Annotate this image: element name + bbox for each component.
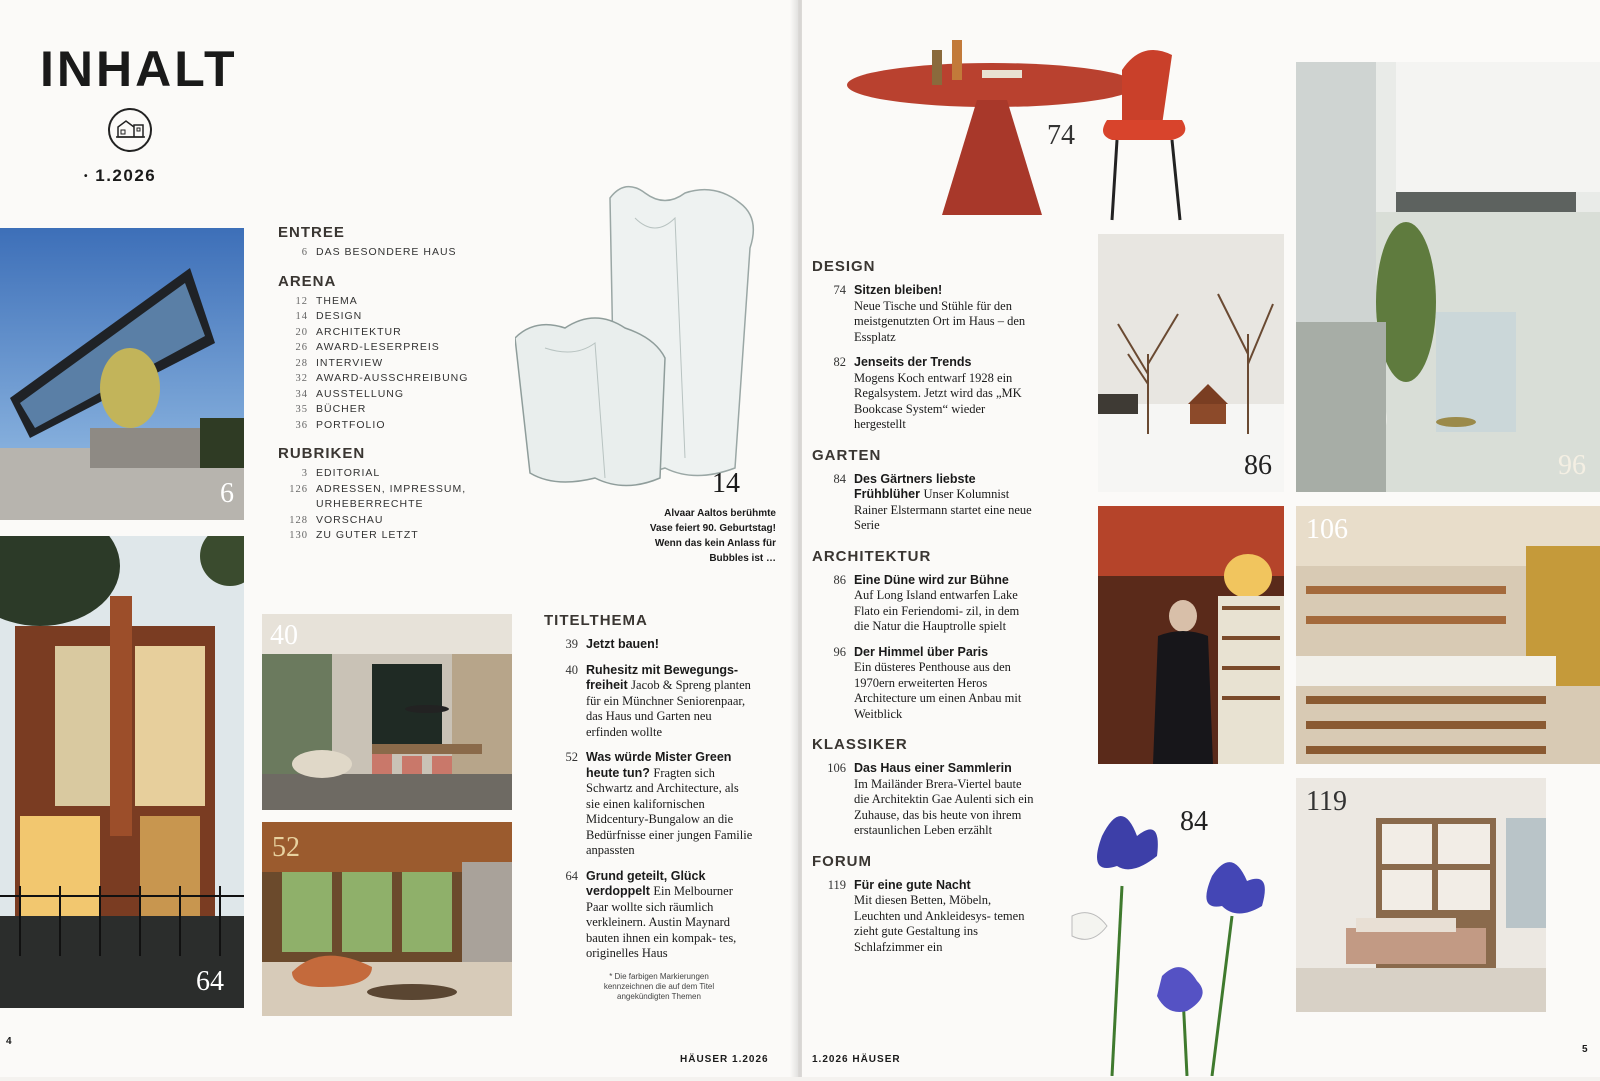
photo-mister-green[interactable] bbox=[262, 822, 512, 1016]
toc-heading-garten: GARTEN bbox=[812, 446, 882, 464]
toc-heading-klassiker: KLASSIKER bbox=[812, 736, 908, 753]
photo-number-52: 52 bbox=[272, 832, 300, 863]
photo-paris-penthouse[interactable] bbox=[1296, 62, 1600, 492]
issue-number: • 1.2026 bbox=[84, 166, 157, 185]
photo-table-chair[interactable] bbox=[842, 40, 1242, 225]
article-entry[interactable]: 74 Sitzen bleiben! Neue Tische und Stühle für den meistgenutzten Ort im Haus – den Essplatz bbox=[833, 283, 1026, 344]
titelthema-section bbox=[544, 612, 754, 1002]
toc-heading-entree: ENTREE bbox=[278, 224, 345, 241]
toc-heading-design: DESIGN bbox=[812, 258, 876, 275]
left-page bbox=[0, 0, 798, 1077]
toc-item[interactable]: 26 AWARD-LESERPREIS bbox=[295, 341, 440, 353]
article-entry[interactable]: 84 Des Gärtners liebste Frühblüher Unser Kolumnist Rainer Elstermann startet eine neue Serie bbox=[833, 471, 1032, 532]
article-entry[interactable]: 86 Eine Düne wird zur Bühne Auf Long Island entwarfen Lake Flato ein Feriendomi- zil, in dem die Natur die Hauptrolle spielt bbox=[833, 572, 1020, 633]
article-entry[interactable]: 82 Jenseits der Trends Mogens Koch entwarf 1928 ein Regalsystem. Jetzt wird das „MK Bookcase System“ wieder hergestellt bbox=[833, 355, 1022, 431]
photo-melbourne-house[interactable] bbox=[0, 536, 244, 1008]
page-title: INHALT bbox=[40, 41, 238, 97]
photo-number-64: 64 bbox=[196, 966, 224, 997]
toc-item: URHEBERRECHTE bbox=[316, 498, 424, 510]
aalto-vase-image[interactable] bbox=[515, 178, 775, 498]
toc-item[interactable]: 6 DAS BESONDERE HAUS bbox=[301, 246, 457, 258]
article-entry[interactable]: 64 Grund geteilt, Glück verdoppelt Ein Melbourner Paar wollte sich räumlich verkleinern. Austin Maynard bauten ihnen ein kompak- tes, originelles Haus bbox=[565, 868, 737, 960]
photo-number-6: 6 bbox=[220, 478, 234, 509]
vase-page-number: 14 bbox=[712, 468, 740, 499]
photo-irises[interactable] bbox=[1062, 796, 1302, 1076]
toc-item[interactable]: 3 EDITORIAL bbox=[301, 467, 381, 479]
toc-right bbox=[812, 258, 1037, 965]
toc-item[interactable]: 32 AWARD-AUSSCHREIBUNG bbox=[295, 372, 469, 384]
page-number-left: 4 bbox=[6, 1036, 13, 1047]
photo-number-84: 84 bbox=[1180, 806, 1208, 837]
photo-bedroom[interactable] bbox=[1296, 778, 1546, 1012]
page-number-right: 5 bbox=[1582, 1044, 1589, 1055]
toc-item[interactable]: 36 PORTFOLIO bbox=[295, 418, 386, 431]
toc-left bbox=[278, 224, 478, 544]
article-entry[interactable]: 106 Das Haus einer Sammlerin Im Mailänder Brera-Viertel baute die Architektin Gae Aulenti sich ein Zuhause, das bis heute von ihrem erstaunlichen Leben erzählt bbox=[827, 761, 1034, 837]
photo-number-119: 119 bbox=[1306, 786, 1347, 817]
toc-heading-arena: ARENA bbox=[278, 272, 337, 290]
photo-ruhesitz[interactable] bbox=[262, 614, 512, 810]
toc-item[interactable]: 12 THEMA bbox=[295, 294, 358, 307]
photo-das-besondere-haus[interactable] bbox=[0, 228, 244, 520]
toc-heading-rubriken: RUBRIKEN bbox=[278, 445, 366, 462]
photo-number-106: 106 bbox=[1306, 514, 1348, 545]
toc-heading-architektur: ARCHITEKTUR bbox=[812, 547, 932, 565]
article-entry[interactable]: 96 Der Himmel über Paris Ein düsteres Penthouse aus den 1970ern erweiterten Heros Architecture um einen Anbau mit Weitblick bbox=[833, 644, 1022, 721]
toc-item[interactable]: 126 ADRESSEN, IMPRESSUM, bbox=[289, 482, 467, 495]
right-page bbox=[802, 0, 1600, 1077]
folio-left: HÄUSER 1.2026 bbox=[680, 1054, 769, 1065]
toc-item[interactable]: 34 AUSSTELLUNG bbox=[295, 387, 405, 400]
photo-winter-house[interactable] bbox=[1098, 234, 1284, 492]
folio-right: 1.2026 HÄUSER bbox=[812, 1054, 901, 1065]
house-logo-icon bbox=[108, 108, 152, 152]
photo-number-74: 74 bbox=[1047, 120, 1075, 151]
article-entry[interactable]: 39 Jetzt bauen! bbox=[565, 637, 659, 651]
toc-item[interactable]: 14 DESIGN bbox=[295, 310, 363, 322]
toc-item[interactable]: 28 INTERVIEW bbox=[295, 356, 384, 369]
toc-item[interactable]: 130 ZU GUTER LETZT bbox=[289, 529, 419, 541]
photo-number-86: 86 bbox=[1244, 450, 1272, 481]
footnote: * Die farbigen Markierungen kennzeichnen die auf dem Titel angekündigten Themen bbox=[603, 971, 715, 1001]
toc-item[interactable]: 20 ARCHITEKTUR bbox=[295, 325, 402, 338]
titelthema-heading: TITELTHEMA bbox=[544, 612, 648, 629]
toc-item[interactable]: 35 BÜCHER bbox=[295, 403, 367, 415]
toc-heading-forum: FORUM bbox=[812, 852, 872, 870]
article-entry[interactable]: 40 Ruhesitz mit Bewegungs- freiheit Jacob & Spreng planten für ein Münchner Seniorenpaar, das Haus und Garten neu erfinden wollte bbox=[565, 662, 751, 739]
vase-caption: Alvaar Aaltos berühmte Vase feiert 90. Geburtstag! Wenn das kein Anlass für Bubbles ist … bbox=[649, 508, 776, 564]
photo-collector-house[interactable] bbox=[1296, 506, 1600, 764]
toc-item[interactable]: 128 VORSCHAU bbox=[289, 513, 384, 526]
article-entry[interactable]: 52 Was würde Mister Green heute tun? Fragten sich Schwartz and Architecture, als sie einen kalifornischen Midcentury-Bungalow an die Bedürfnisse einer jungen Familie anpassten bbox=[565, 750, 753, 857]
photo-number-40: 40 bbox=[270, 620, 298, 651]
photo-number-96: 96 bbox=[1558, 450, 1586, 481]
article-entry[interactable]: 119 Für eine gute Nacht Mit diesen Betten, Möbeln, Leuchten und Ankleidesys- temen zieht gute Gestaltung ins Schlafzimmer ein bbox=[827, 877, 1025, 954]
photo-collector-portrait[interactable] bbox=[1098, 506, 1284, 764]
